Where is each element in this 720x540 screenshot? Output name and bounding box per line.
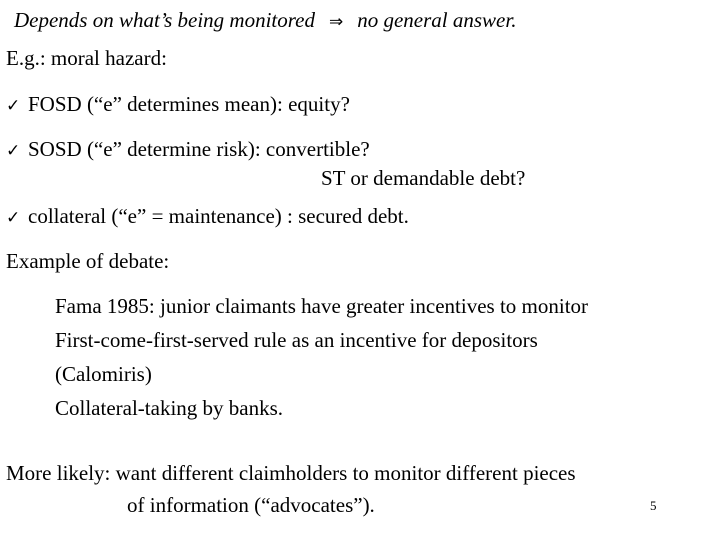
heading-left-text: Depends on what’s being monitored <box>14 8 315 32</box>
checkmark-icon: ✓ <box>6 141 21 161</box>
bullet-fosd <box>6 92 350 118</box>
bullet-sosd <box>6 137 370 163</box>
bullet-text: FOSD (“e” determines mean): equity? <box>28 92 350 116</box>
debate-line: Collateral-taking by banks. <box>55 396 284 420</box>
bullet-collateral <box>6 204 409 230</box>
debate-title: Example of debate: <box>6 249 170 273</box>
eg-moral-hazard-label: E.g.: moral hazard: <box>6 46 167 70</box>
page-number: 5 <box>650 498 657 513</box>
bullet-text: collateral (“e” = maintenance) : secured debt. <box>28 204 409 228</box>
conclusion-line-1: More likely: want different claimholders to monitor different pieces <box>6 461 576 485</box>
checkmark-icon: ✓ <box>6 96 21 116</box>
implies-arrow-icon: ⇒ <box>328 12 344 32</box>
bullet-text: SOSD (“e” determine risk): convertible? <box>28 137 370 161</box>
heading-right-text: no general answer. <box>357 8 517 32</box>
conclusion-line-2: of information (“advocates”). <box>127 493 375 517</box>
sosd-continuation: ST or demandable debt? <box>321 166 526 190</box>
debate-line: First-come-first-served rule as an incentive for depositors <box>55 328 538 352</box>
debate-line: (Calomiris) <box>55 362 152 386</box>
heading-line <box>14 8 516 34</box>
debate-line: Fama 1985: junior claimants have greater incentives to monitor <box>55 294 589 318</box>
checkmark-icon: ✓ <box>6 208 21 228</box>
